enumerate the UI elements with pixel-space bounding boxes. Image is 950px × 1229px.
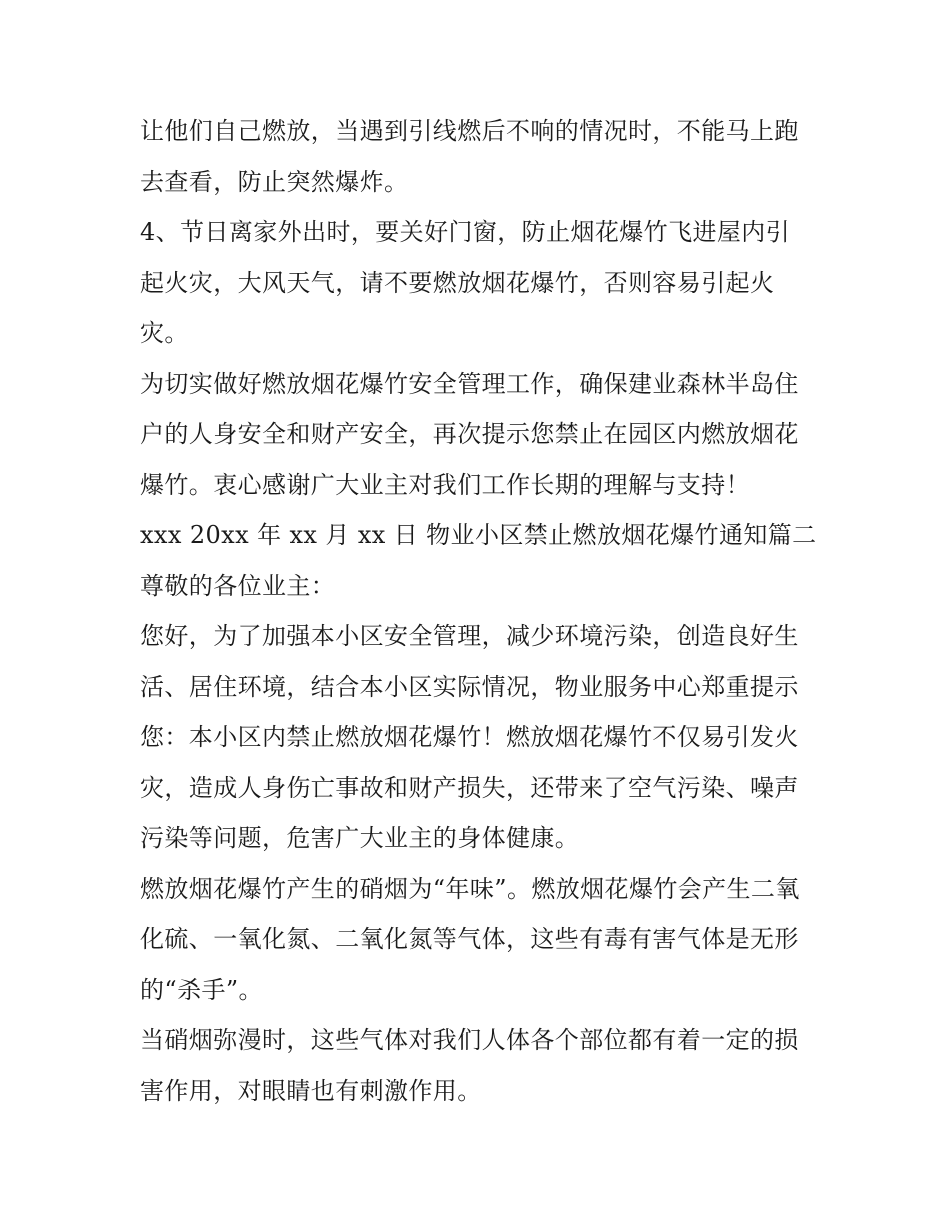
text-line: xxx 20xx 年 xx 月 xx 日 物业小区禁止燃放烟花爆竹通知篇二 xyxy=(140,521,817,549)
text-line: 您：本小区内禁止燃放烟花爆竹！燃放烟花爆竹不仅易引发火 xyxy=(140,723,799,751)
text-line: 灾，造成人身伤亡事故和财产损失，还带来了空气污染、噪声 xyxy=(140,773,799,802)
text-line: 尊敬的各位业主： xyxy=(140,571,336,600)
text-line: 当硝烟弥漫时，这些气体对我们人体各个部位都有着一定的损 xyxy=(140,1026,799,1054)
text-line: 活、居住环境，结合本小区实际情况，物业服务中心郑重提示 xyxy=(140,672,799,701)
text-line: 您好，为了加强本小区安全管理，减少环境污染，创造良好生 xyxy=(140,622,799,650)
text-line: 起火灾，大风天气，请不要燃放烟花爆竹，否则容易引起火 xyxy=(140,268,775,297)
text-line: 害作用，对眼睛也有刺激作用。 xyxy=(140,1076,482,1105)
text-line: 4、节日离家外出时，要关好门窗，防止烟花爆竹飞进屋内引 xyxy=(140,218,791,246)
text-line: 化硫、一氧化氮、二氧化氮等气体，这些有毒有害气体是无形 xyxy=(140,925,799,953)
text-line: 为切实做好燃放烟花爆竹安全管理工作，确保建业森林半岛住 xyxy=(140,369,799,398)
text-line: 去查看，防止突然爆炸。 xyxy=(140,167,409,196)
text-line: 污染等问题，危害广大业主的身体健康。 xyxy=(140,824,580,852)
text-line: 爆竹。衷心感谢广大业主对我们工作长期的理解与支持！ xyxy=(140,470,750,499)
text-line: 户的人身安全和财产安全，再次提示您禁止在园区内燃放烟花 xyxy=(140,420,799,448)
document-body xyxy=(140,106,820,1116)
text-line: 灾。 xyxy=(140,319,189,347)
text-line: 让他们自己燃放，当遇到引线燃后不响的情况时，不能马上跑 xyxy=(140,117,799,145)
text-line: 燃放烟花爆竹产生的硝烟为“年味”。燃放烟花爆竹会产生二氧 xyxy=(140,874,800,903)
text-line: 的“杀手”。 xyxy=(140,975,263,1004)
